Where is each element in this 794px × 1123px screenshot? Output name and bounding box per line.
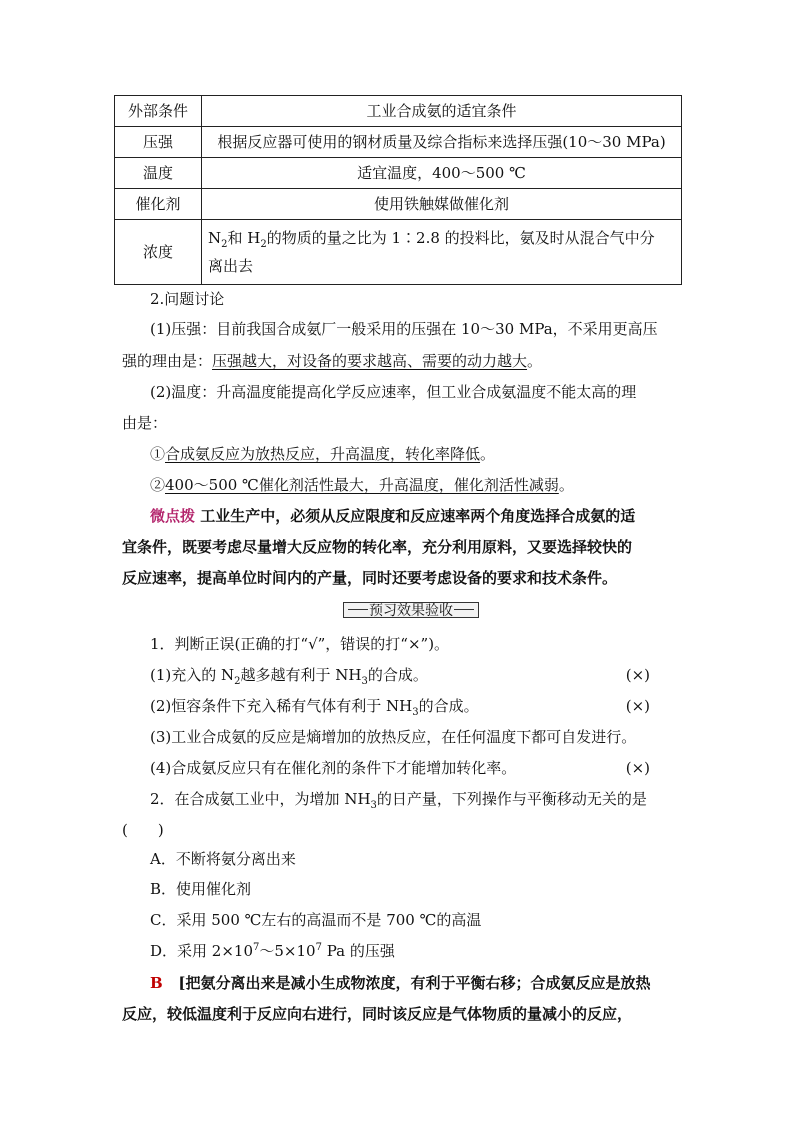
option-d: D．采用 $2\times 10^7\sim 5\times 10^7$ Pa 的压强	[150, 942, 395, 960]
table-header-cell: 工业合成氨的适宜条件	[202, 96, 682, 127]
statement-line: (4)合成氨反应只有在催化剂的条件下才能增加转化率。 (×)	[150, 752, 682, 784]
table-row	[115, 158, 682, 189]
conditions-table	[114, 95, 682, 285]
list-item: ②400～500 ℃催化剂活性最大，升高温度，催化剂活性减弱。	[150, 476, 574, 494]
list-item: ①合成氨反应为放热反应，升高温度，转化率降低。	[150, 445, 496, 463]
tip-line: 宜条件，既要考虑尽量增大反应物的转化率，充分利用原料，又要选择较快的	[122, 538, 633, 556]
answer-letter: B	[150, 974, 163, 992]
statement-line: (3)工业合成氨的反应是熵增加的放热反应，在任何温度下都可自发进行。	[150, 728, 637, 746]
table-header-row	[115, 96, 682, 127]
tip-line: 微点拨 工业生产中，必须从反应限度和反应速率两个角度选择合成氨的适	[150, 507, 636, 525]
question-stem: 1．判断正误(正确的打“√”，错误的打“×”)。	[150, 635, 450, 653]
section-banner: 预习效果验收	[343, 600, 479, 620]
answer-mark: (×)	[625, 697, 650, 715]
tip-label: 微点拨	[150, 507, 196, 525]
table-cell-value: 使用铁触媒做催化剂	[202, 189, 682, 220]
tip-line: 反应速率，提高单位时间内的产量，同时还要考虑设备的要求和技术条件。	[122, 569, 618, 587]
explanation-line: 反应，较低温度利于反应向右进行，同时该反应是气体物质的量减小的反应，	[122, 1005, 633, 1023]
table-row	[115, 220, 682, 285]
table-cell-label: 浓度	[115, 220, 202, 285]
explanation-line: B [把氨分离出来是减小生成物浓度，有利于平衡右移；合成氨反应是放热	[150, 974, 651, 992]
option-b: B．使用催化剂	[150, 880, 252, 898]
table-row	[115, 127, 682, 158]
table-cell-label: 催化剂	[115, 189, 202, 220]
statement-line: (2)恒容条件下充入稀有气体有利于 $NH_3$的合成。 (×)	[150, 690, 682, 722]
option-c: C．采用 500 ℃左右的高温而不是 700 ℃的高温	[150, 911, 482, 929]
answer-mark: (×)	[625, 759, 650, 777]
answer-mark: (×)	[625, 666, 650, 684]
paragraph-line: (1)压强：目前我国合成氨厂一般采用的压强在 10～30 MPa，不采用更高压	[150, 320, 658, 338]
section-title: 2.问题讨论	[150, 290, 225, 308]
table-header-cell: 外部条件	[115, 96, 202, 127]
table-row	[115, 189, 682, 220]
answer-blank: ( )	[122, 821, 164, 839]
table-cell-label: 温度	[115, 158, 202, 189]
table-cell-label: 压强	[115, 127, 202, 158]
paragraph-line: 由是：	[122, 414, 168, 432]
table-cell-value: 适宜温度，400～500 ℃	[202, 158, 682, 189]
option-a: A．不断将氨分离出来	[150, 850, 296, 868]
paragraph-line: 强的理由是：压强越大，对设备的要求越高、需要的动力越大。	[122, 352, 543, 370]
statement-line: (1)充入的 $N_2$越多越有利于 $NH_3$的合成。 (×)	[150, 659, 682, 691]
paragraph-line: (2)温度：升高温度能提高化学反应速率，但工业合成氨温度不能太高的理	[150, 383, 637, 401]
table-cell-value: $N_2$和 $H_2$的物质的量之比为 1∶2.8 的投料比，氨及时从混合气中分 离出去	[202, 220, 682, 285]
question-stem: 2．在合成氨工业中，为增加 $NH_3$的日产量，下列操作与平衡移动无关的是	[150, 790, 647, 811]
table-cell-value: 根据反应器可使用的钢材质量及综合指标来选择压强(10～30 MPa)	[202, 127, 682, 158]
